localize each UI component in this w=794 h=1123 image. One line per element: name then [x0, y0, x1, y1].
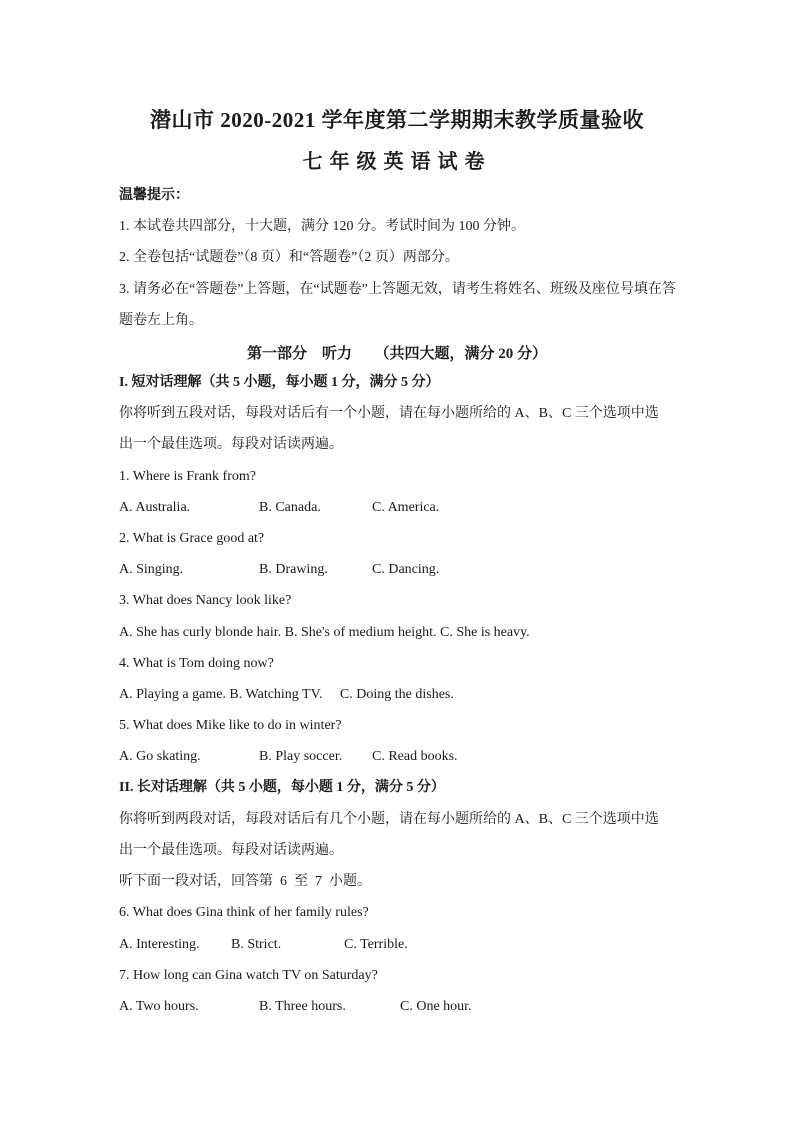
question-7-option-b: B. Three hours. — [259, 999, 346, 1014]
section-two-instruction-line-1: 你将听到两段对话，每段对话后有几个小题，请在每小题所给的 A、B、C 三个选项中选 — [119, 812, 659, 827]
question-6: 6. What does Gina think of her family rules? — [119, 905, 369, 920]
question-6-option-c: C. Terrible. — [344, 937, 408, 952]
question-3: 3. What does Nancy look like? — [119, 593, 292, 608]
section-two-heading: II. 长对话理解（共 5 小题，每小题 1 分，满分 5 分） — [119, 780, 445, 795]
question-4-options: A. Playing a game. B. Watching TV. C. Doing the dishes. — [119, 687, 454, 702]
notice-item-2: 2. 全卷包括“试题卷”（8 页）和“答题卷”（2 页）两部分。 — [119, 250, 459, 265]
question-7: 7. How long can Gina watch TV on Saturday? — [119, 968, 378, 983]
question-1-option-c: C. America. — [372, 500, 440, 515]
question-3-options: A. She has curly blonde hair. B. She's of medium height. C. She is heavy. — [119, 625, 530, 640]
section-two-instruction-line-3: 听下面一段对话，回答第 6 至 7 小题。 — [119, 874, 371, 889]
question-1: 1. Where is Frank from? — [119, 469, 256, 484]
section-one-instruction-line-1: 你将听到五段对话，每段对话后有一个小题，请在每小题所给的 A、B、C 三个选项中选 — [119, 406, 659, 421]
question-5-option-a: A. Go skating. — [119, 749, 201, 764]
notice-item-3-line-1: 3. 请务必在“答题卷”上答题，在“试题卷”上答题无效，请考生将姓名、班级及座位号填在答 — [119, 282, 676, 297]
question-5-option-c: C. Read books. — [372, 749, 458, 764]
question-6-option-a: A. Interesting. — [119, 937, 200, 952]
question-2-option-c: C. Dancing. — [372, 562, 440, 577]
section-two-instruction-line-2: 出一个最佳选项。每段对话读两遍。 — [119, 843, 343, 858]
question-2-option-b: B. Drawing. — [259, 562, 328, 577]
exam-title: 潜山市 2020-2021 学年度第二学期期末教学质量验收 — [150, 108, 644, 132]
section-one-heading: I. 短对话理解（共 5 小题，每小题 1 分，满分 5 分） — [119, 375, 440, 390]
question-1-option-b: B. Canada. — [259, 500, 321, 515]
part-one-heading: 第一部分 听力 （共四大题，满分 20 分） — [246, 346, 547, 362]
section-one-instruction-line-2: 出一个最佳选项。每段对话读两遍。 — [119, 437, 343, 452]
question-7-option-a: A. Two hours. — [119, 999, 199, 1014]
question-5-option-b: B. Play soccer. — [259, 749, 343, 764]
exam-subtitle: 七年级英语试卷 — [302, 151, 492, 173]
notice-heading: 温馨提示： — [119, 188, 189, 203]
notice-item-3-line-2: 题卷左上角。 — [119, 313, 203, 328]
question-1-option-a: A. Australia. — [119, 500, 191, 515]
question-2-option-a: A. Singing. — [119, 562, 184, 577]
question-5: 5. What does Mike like to do in winter? — [119, 718, 342, 733]
question-7-option-c: C. One hour. — [400, 999, 472, 1014]
question-4: 4. What is Tom doing now? — [119, 656, 274, 671]
question-2: 2. What is Grace good at? — [119, 531, 265, 546]
notice-item-1: 1. 本试卷共四部分，十大题，满分 120 分。考试时间为 100 分钟。 — [119, 219, 525, 234]
question-6-option-b: B. Strict. — [231, 937, 282, 952]
